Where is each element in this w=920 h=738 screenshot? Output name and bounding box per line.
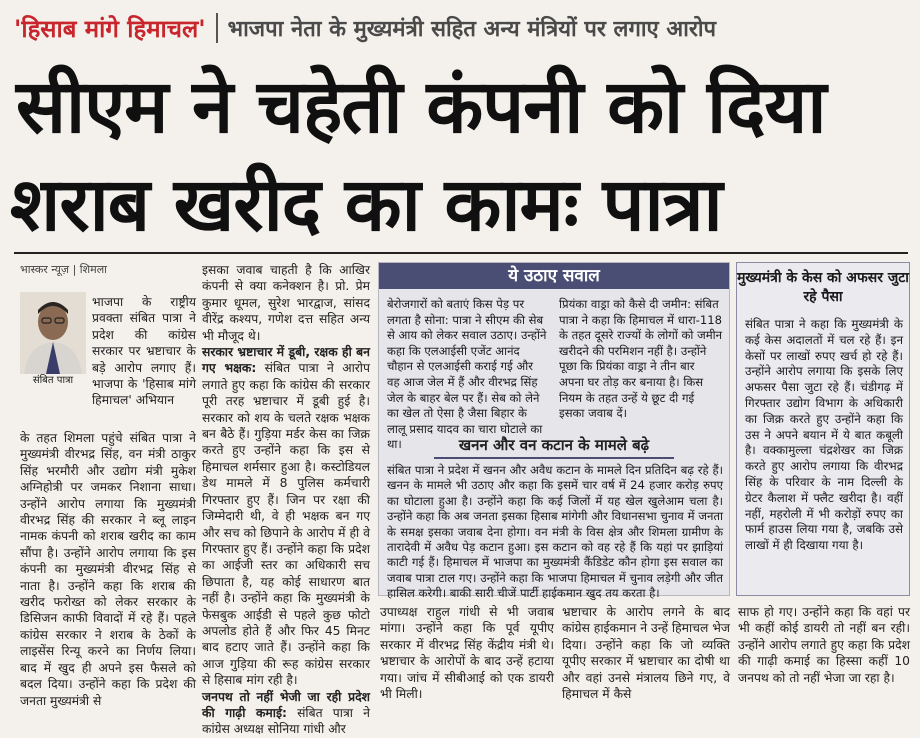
sidebar-box — [736, 262, 910, 596]
mining-subhead: खनन और वन कटान के मामले बढ़े — [379, 435, 729, 459]
mining-paragraph: संबित पात्रा ने प्रदेश में खनन और अवैध कटान के मामले दिन प्रतिदिन बढ़ रहे हैं। खनन के मामले भी उठाए और कहा कि इसमें चार वर्ष में 24 हजार करोड़ रुपए का घोटाला हुआ है। उन्होंने कहा कि कई जिलों में यह खेल खुलेआम चला है। उन्होंने कहा कि अब जनता इसका हिसाब मांगेगी और विधानसभा चुनाव में जनता के समक्ष इसका जवाब देना होगा। वन मंत्री के विस क्षेत्र और शिमला ग्रामीण के तारादेवी में अवैध पेड़ कटान हुआ। इस कटान को वह रहे हैं कि यहां पर झाड़ियां काटी गई हैं। हिमाचल में भाजपा का मुख्यमंत्री कैंडिडेट कौन होगा इस सवाल का जवाब पात्रा टाल गए। उन्होंने कहा कि भाजपा हिमाचल में चुनाव लड़ेगी और जीत हासिल करेगी। बाकी सारी चीजें पार्टी हाईकमान खुद तय करता है। — [387, 463, 723, 601]
author-photo — [20, 292, 86, 388]
headline-line-2: शराब खरीद का कामः पात्रा — [10, 162, 722, 248]
question-2: प्रियंका वाड्रा को कैसे दी जमीन: संबित पात्रा ने कहा कि हिमाचल में धारा-118 के तहत दूसरे राज्यों के लोगों को जमीन खरीदने की परमिशन नहीं है। उन्होंने पूछा कि प्रियंका वाड्रा ने तीन बार अपना घर तोड़ कर बनाया है। किस नियम के तहत उन्हें ये छूट दी गई इसका जवाब दें। — [559, 297, 723, 421]
article-text: संबित पात्रा ने कांग्रेस अध्यक्ष सोनिया गांधी और — [202, 705, 370, 737]
kicker-divider — [216, 13, 218, 43]
question-1: बेरोजगारों को बताएं किस पेड़ पर लगता है सोना: पात्रा ने सीएम की सेब से आय को लेकर सवाल उठाए। उन्होंने कहा कि एलआईसी एजेंट आनंद चौहान से एलआईसी कराई गई और वह आज जेल में हैं और वीरभद्र सिंह जेल के बाहर बेल पर हैं। सेब को लेने का खेल तो ऐसा है जैसा बिहार के लालू प्रसाद यादव का चारा घोटाले का था। — [387, 297, 547, 452]
article-text: साफ हो गए। उन्होंने कहा कि वहां पर भी कहीं कोई डायरी तो नहीं बन रही। उन्होंने आरोप लगाते हुए कहा कि प्रदेश की गाढ़ी कमाई का हिस्सा कहीं 10 जनपथ को तो नहीं भेजा जा रहा है। — [738, 605, 910, 685]
article-text: उपाध्यक्ष राहुल गांधी से भी जवाब मांगा। उन्होंने कहा कि पूर्व यूपीए सरकार में वीरभद्र सिंह केंद्रीय मंत्री थे। भ्रष्टाचार के आरोपों के बाद उन्हें हटाया गया। जांच में सीबीआई को एक डायरी भी मिली। — [380, 605, 554, 702]
article-col-2 — [202, 262, 370, 737]
kicker-line — [14, 6, 909, 50]
article-col-1b — [20, 430, 196, 708]
article-col-3b — [562, 604, 730, 702]
headline-line-1: सीएम ने चहेती कंपनी को दिया — [16, 64, 826, 150]
questions-box-title: ये उठाए सवाल — [379, 263, 729, 289]
article-col-3a — [380, 604, 554, 702]
headline-rule — [14, 252, 908, 254]
subhead: सरकार भ्रष्टाचार में डूबी, रक्षक ही बन गए भक्षक: — [202, 345, 370, 376]
article-text: संबित पात्रा ने आरोप लगाते हुए कहा कि कांग्रेस की सरकार पूरी तरह भ्रष्टाचार में डूबी हुई है। सरकार को शय के चलते रक्षक भक्षक बन बैठे हैं। गुड़िया मर्डर केस का जिक्र करते हुए उन्होंने कहा कि इस से हिमाचल शर्मसार हुआ है। कस्टोडियल डेथ मामले में 8 पुलिस कर्मचारी गिरफ्तार हुए हैं। जिन पर रक्षा की जिम्मेदारी थी, वे ही भक्षक बन गए और सच को छिपाने के आरोप में ही वे गिरफ्तार हुए हैं। उन्होंने कहा कि प्रदेश का आईजी स्तर का अधिकारी सच छिपाता है, यह कोई साधारण बात नहीं है। उन्होंने कहा कि मुख्यमंत्री के फेसबुक आईडी से पहले कुछ फोटो अपलोड होते हैं और फिर 45 मिनट बाद हटाए जाते हैं। उन्होंने कहा कि आज गुड़िया की रूह कांग्रेस सरकार से हिसाब मांग रही है। — [202, 361, 370, 688]
article-text: इसका जवाब चाहती है कि आखिर कंपनी से क्या कनेक्शन है। प्रो. प्रेम कुमार धूमल, सुरेश भारद्वाज, सांसद वीरेंद्र कश्यप, गणेश दत्त सहित अन्य भी मौजूद थे। — [202, 263, 370, 343]
photo-caption: संबित पात्रा — [20, 374, 86, 388]
subhead: जनपथ तो नहीं भेजी जा रही प्रदेश की गाढ़ी कमाई: — [202, 689, 370, 720]
sidebar-body: संबित पात्रा ने कहा कि मुख्यमंत्री के कई केस अदालतों में चल रहे हैं। इन केसों पर लाखों रुपए खर्च हो रहे हैं। उन्होंने आरोप लगाया कि इसके लिए अफसर पैसा जुटा रहे हैं। चंडीगढ़ में गिरफ्तार उद्योग विभाग के अधिकारी का जिक्र करते हुए उन्होंने कहा कि उस ने अपने बयान में ये बात कबूली है। वक्कामुल्ला चंद्रशेखर का जिक्र करते हुए आरोप लगाया कि वीरभद्र सिंह के परिवार के नाम दिल्ली के ग्रेटर कैलाश में फ्लैट खरीदा है। वहीं नहीं, महरोली में भी करोड़ों रुपए का फार्म हाउस लिया गया है, जबकि उसे लाखों में ही दिखाया गया है। — [745, 317, 903, 553]
article-text: भाजपा के राष्ट्रीय प्रवक्ता संबित पात्रा ने प्रदेश की कांग्रेस सरकार पर भ्रष्टाचार के बड़े आरोप लगाए हैं। भाजपा के 'हिसाब मांगे हिमाचल' अभियान — [92, 295, 196, 408]
article-col-4 — [738, 604, 910, 696]
person-photo-icon — [20, 292, 86, 374]
article-col-1a — [92, 294, 196, 430]
kicker: 'हिसाब मांगे हिमाचल' — [14, 14, 206, 43]
article-text: भ्रष्टाचार के आरोप लगने के बाद कांग्रेस हाईकमान ने उन्हें हिमाचल भेज दिया। उन्होंने कहा कि जो व्यक्ति यूपीए सरकार में भ्रष्टाचार का दोषी था और वहां उनसे मंत्रालय छिने गए, वे हिमाचल में कैसे — [562, 605, 730, 702]
byline: भास्कर न्यूज़ | शिमला — [20, 263, 108, 276]
article-text: के तहत शिमला पहुंचे संबित पात्रा ने मुख्यमंत्री वीरभद्र सिंह, वन मंत्री ठाकुर सिंह भरमौरी और उद्योग मंत्री मुकेश अग्निहोत्री पर जमकर निशाना साधा। उन्होंने आरोप लगाया कि मुख्यमंत्री वीरभद्र सिंह की सरकार ने ब्लू लाइन नामक कंपनी को शराब खरीद का काम सौंपा है। उन्होंने आरोप लगाया कि इस कंपनी का मुख्यमंत्री वीरभद्र सिंह से नाता है। उन्होंने कहा कि शराब की खरीद फरोख्त को लेकर सरकार के डिसिजन काफी विवादों में रहे हैं। पहले कांग्रेस सरकार ने शराब के ठेकों के लाइसेंस रिन्यू करने का निर्णय लिया। बाद में खुद ही अपने इस फैसले को बदल दिया। उन्होंने कहा कि प्रदेश की जनता मुख्यमंत्री से — [20, 431, 196, 708]
sidebar-title: मुख्यमंत्री के केस को अफसर जुटा रहे पैसा — [737, 270, 909, 305]
questions-box — [378, 262, 730, 601]
dek: भाजपा नेता के मुख्यमंत्री सहित अन्य मंत्रियों पर लगाए आरोप — [227, 17, 717, 42]
